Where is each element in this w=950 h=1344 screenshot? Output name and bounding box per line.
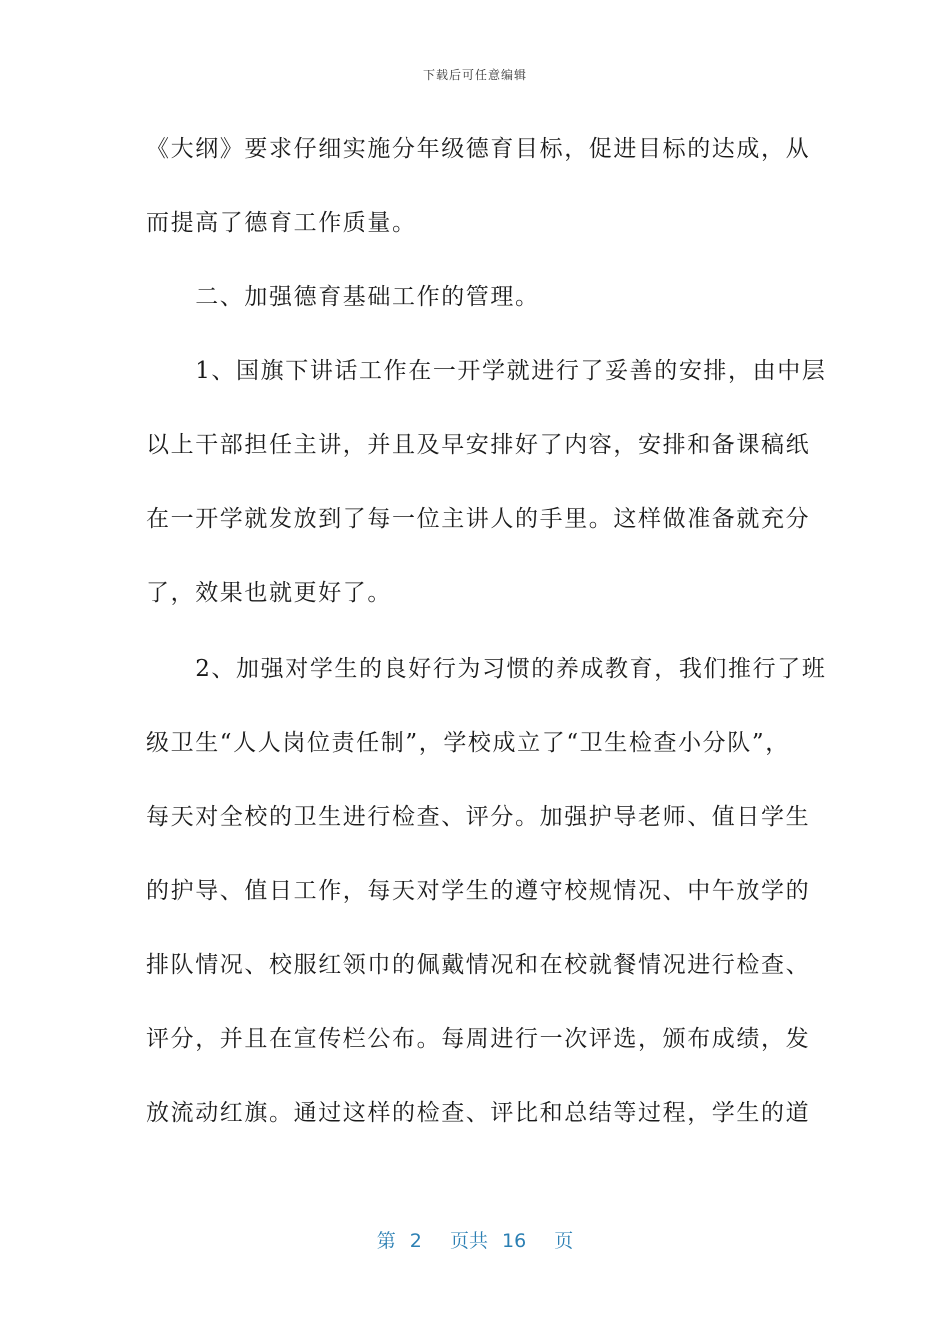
body-line: 二、加强德育基础工作的管理。: [146, 284, 540, 310]
body-line: 的护导、值日工作，每天对学生的遵守校规情况、中午放学的: [146, 878, 811, 904]
body-line: 评分，并且在宣传栏公布。每周进行一次评选，颁布成绩，发: [146, 1026, 811, 1052]
body-line: 2、加强对学生的良好行为习惯的养成教育，我们推行了班: [146, 656, 827, 682]
footer-middle: 页共: [449, 1230, 488, 1252]
body-line: 《大纲》要求仔细实施分年级德育目标，促进目标的达成，从: [146, 136, 811, 162]
footer-suffix: 页: [554, 1230, 574, 1252]
total-pages-number: 16: [502, 1230, 527, 1252]
body-line: 放流动红旗。通过这样的检查、评比和总结等过程，学生的道: [146, 1100, 811, 1126]
body-line: 了，效果也就更好了。: [146, 580, 392, 606]
footer-prefix: 第: [376, 1230, 396, 1252]
body-line: 级卫生“人人岗位责任制”，学校成立了“卫生检查小分队”，: [146, 730, 790, 756]
body-line: 以上干部担任主讲，并且及早安排好了内容，安排和备课稿纸: [146, 432, 811, 458]
current-page-number: 2: [409, 1230, 422, 1252]
body-line: 1、国旗下讲话工作在一开学就进行了妥善的安排，由中层: [146, 358, 827, 384]
body-line: 而提高了德育工作质量。: [146, 210, 417, 236]
page-footer: [0, 1226, 950, 1253]
body-line: 排队情况、校服红领巾的佩戴情况和在校就餐情况进行检查、: [146, 952, 811, 978]
body-line: 在一开学就发放到了每一位主讲人的手里。这样做准备就充分: [146, 506, 811, 532]
page-header: 下载后可任意编辑: [422, 68, 527, 82]
body-line: 每天对全校的卫生进行检查、评分。加强护导老师、值日学生: [146, 804, 811, 830]
